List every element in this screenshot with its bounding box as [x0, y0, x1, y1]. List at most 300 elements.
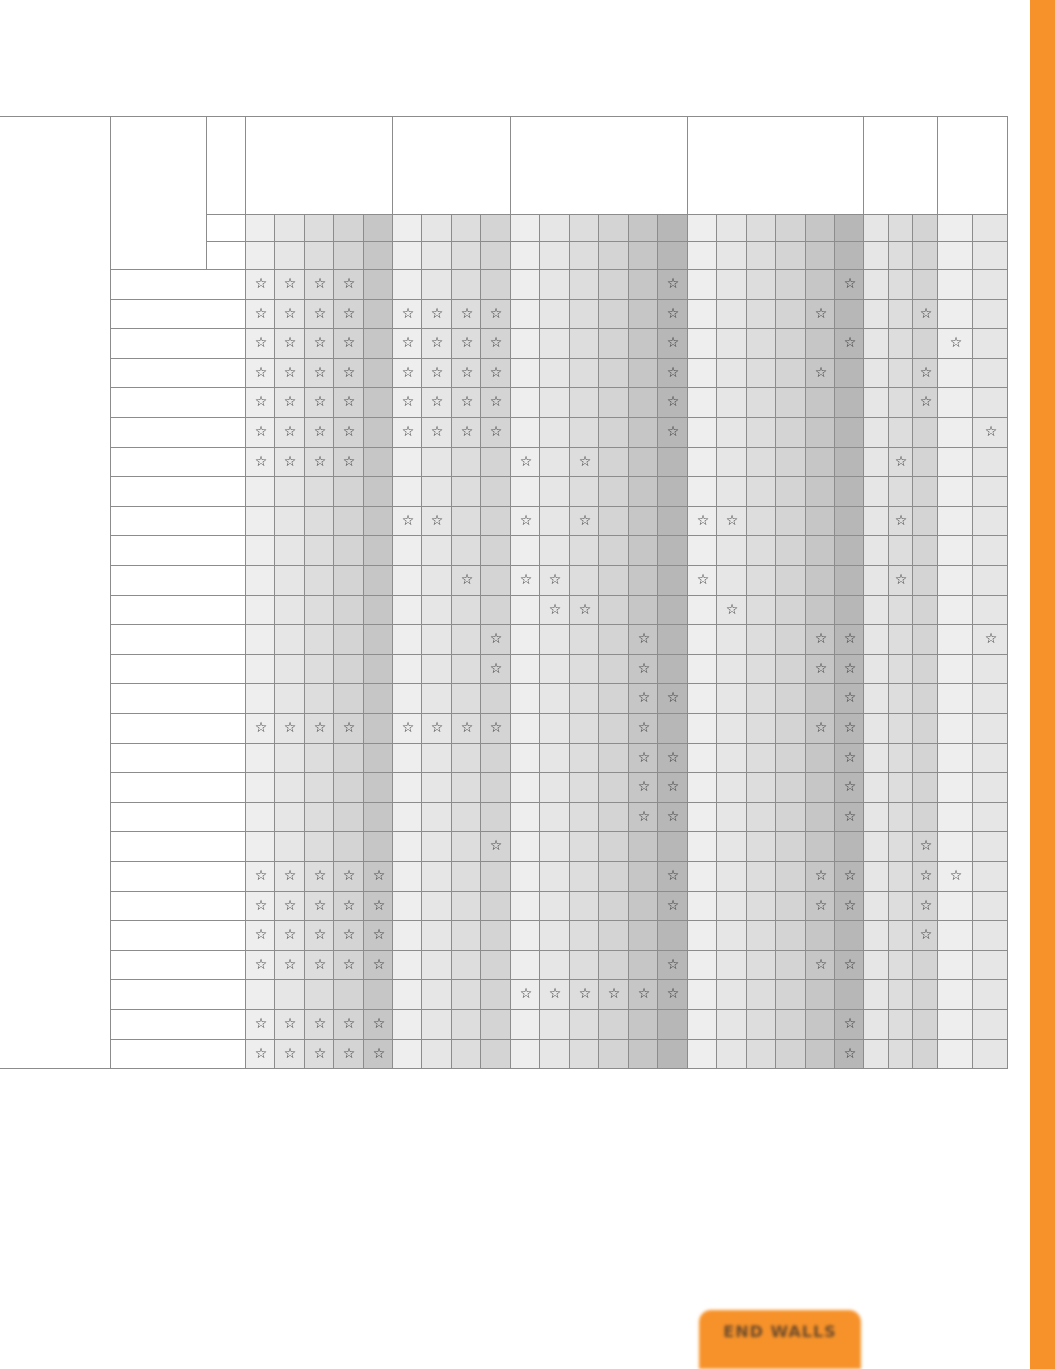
rating-cell — [570, 803, 599, 833]
rating-cell — [889, 448, 913, 478]
rating-cell — [913, 1010, 938, 1040]
rating-cell — [511, 329, 540, 359]
rating-cell — [835, 270, 864, 300]
rating-cell — [511, 803, 540, 833]
star-icon: ☆ — [843, 690, 857, 707]
rating-cell — [452, 921, 481, 951]
rating-cell — [334, 951, 364, 981]
rating-cell — [540, 418, 570, 448]
rating-cell — [511, 625, 540, 655]
column-subheader-cell — [540, 242, 570, 270]
rating-cell — [747, 507, 776, 537]
star-icon: ☆ — [254, 897, 268, 914]
row-label-cell — [111, 388, 246, 418]
column-subheader-cell — [452, 242, 481, 270]
star-icon: ☆ — [548, 572, 562, 588]
row-label-cell — [111, 448, 246, 478]
rating-cell — [938, 566, 973, 596]
rating-cell — [599, 862, 629, 892]
rating-cell — [776, 359, 806, 389]
rating-cell — [776, 418, 806, 448]
star-icon: ☆ — [666, 986, 680, 1003]
rating-cell — [889, 300, 913, 330]
rating-cell — [570, 448, 599, 478]
rating-cell — [305, 892, 334, 922]
rating-cell — [511, 1010, 540, 1040]
rating-cell — [889, 477, 913, 507]
rating-cell — [246, 684, 275, 714]
category-label-column — [0, 116, 111, 1069]
star-icon: ☆ — [372, 868, 386, 884]
rating-cell — [717, 388, 747, 418]
rating-cell — [275, 596, 305, 626]
rating-cell — [393, 625, 422, 655]
rating-cell — [305, 625, 334, 655]
rating-cell — [889, 951, 913, 981]
rating-cell — [364, 1010, 393, 1040]
rating-cell — [889, 655, 913, 685]
rating-cell — [246, 773, 275, 803]
rating-cell — [629, 477, 658, 507]
rating-cell — [393, 1040, 422, 1070]
star-icon: ☆ — [843, 631, 857, 648]
rating-cell — [599, 921, 629, 951]
rating-cell — [776, 832, 806, 862]
row-label-cell — [111, 566, 246, 596]
star-icon: ☆ — [342, 1045, 356, 1062]
column-subheader-cell — [776, 242, 806, 270]
rating-cell — [364, 714, 393, 744]
star-icon: ☆ — [666, 305, 680, 322]
rating-cell — [305, 744, 334, 774]
rating-cell — [511, 980, 540, 1010]
column-subheader-cell — [511, 242, 540, 270]
rating-cell — [452, 832, 481, 862]
rating-cell — [570, 329, 599, 359]
rating-cell — [776, 684, 806, 714]
rating-cell — [305, 448, 334, 478]
column-subheader-cell — [364, 242, 393, 270]
star-icon: ☆ — [283, 1045, 297, 1062]
rating-cell — [629, 507, 658, 537]
rating-cell — [938, 803, 973, 833]
rating-cell — [806, 714, 835, 744]
rating-cell — [570, 1010, 599, 1040]
rating-cell — [776, 862, 806, 892]
rating-cell — [973, 655, 1008, 685]
rating-cell — [806, 448, 835, 478]
star-icon: ☆ — [489, 394, 503, 411]
column-subheader-cell — [246, 242, 275, 270]
column-subheader-cell — [913, 215, 938, 242]
rating-cell — [511, 418, 540, 448]
star-icon: ☆ — [254, 868, 268, 884]
rating-cell — [481, 418, 511, 448]
rating-cell — [747, 684, 776, 714]
rating-cell — [973, 684, 1008, 714]
star-icon: ☆ — [430, 424, 444, 440]
rating-cell — [688, 418, 717, 448]
rating-cell — [717, 714, 747, 744]
column-subheader-cell — [717, 215, 747, 242]
rating-cell — [393, 951, 422, 981]
rating-cell — [806, 625, 835, 655]
rating-cell — [422, 596, 452, 626]
rating-cell — [305, 536, 334, 566]
rating-cell — [599, 951, 629, 981]
page-edge-accent-bar — [1030, 0, 1055, 1369]
rating-cell — [717, 684, 747, 714]
rating-cell — [629, 418, 658, 448]
star-icon: ☆ — [949, 335, 963, 352]
star-icon: ☆ — [430, 335, 444, 352]
rating-cell — [364, 329, 393, 359]
rating-cell — [481, 832, 511, 862]
rating-cell — [393, 862, 422, 892]
section-tab-end-walls[interactable] — [699, 1310, 861, 1369]
rating-cell — [973, 418, 1008, 448]
star-icon: ☆ — [401, 720, 415, 736]
rating-cell — [511, 359, 540, 389]
rating-cell — [422, 507, 452, 537]
rating-cell — [599, 625, 629, 655]
rating-cell — [747, 744, 776, 774]
rating-cell — [938, 329, 973, 359]
star-icon: ☆ — [666, 868, 680, 884]
star-icon: ☆ — [313, 364, 327, 381]
rating-cell — [864, 714, 889, 744]
rating-cell — [889, 507, 913, 537]
rating-cell — [599, 655, 629, 685]
rating-cell — [599, 329, 629, 359]
star-icon: ☆ — [313, 956, 327, 973]
star-icon: ☆ — [283, 335, 297, 352]
rating-cell — [275, 773, 305, 803]
rating-cell — [422, 270, 452, 300]
star-icon: ☆ — [313, 394, 327, 411]
rating-cell — [889, 773, 913, 803]
star-icon: ☆ — [313, 335, 327, 352]
rating-cell — [835, 596, 864, 626]
star-icon: ☆ — [254, 335, 268, 352]
rating-cell — [334, 477, 364, 507]
rating-cell — [747, 566, 776, 596]
rating-cell — [452, 625, 481, 655]
star-icon: ☆ — [254, 424, 268, 440]
rating-cell — [973, 1040, 1008, 1070]
rating-cell — [511, 832, 540, 862]
rating-cell — [747, 892, 776, 922]
star-icon: ☆ — [637, 808, 651, 825]
star-icon: ☆ — [843, 1016, 857, 1032]
rating-cell — [864, 980, 889, 1010]
rating-cell — [275, 980, 305, 1010]
rating-cell — [511, 388, 540, 418]
rating-cell — [364, 1040, 393, 1070]
rating-cell — [364, 744, 393, 774]
rating-cell — [246, 951, 275, 981]
rating-cell — [717, 477, 747, 507]
rating-cell — [806, 773, 835, 803]
rating-cell — [864, 270, 889, 300]
rating-cell — [776, 892, 806, 922]
rating-cell — [806, 536, 835, 566]
rating-cell — [889, 418, 913, 448]
rating-cell — [889, 596, 913, 626]
rating-cell — [540, 1040, 570, 1070]
rating-cell — [305, 862, 334, 892]
star-icon: ☆ — [814, 631, 828, 648]
rating-cell — [334, 744, 364, 774]
star-icon: ☆ — [666, 897, 680, 914]
rating-cell — [806, 684, 835, 714]
star-icon: ☆ — [283, 927, 297, 944]
rating-cell — [629, 684, 658, 714]
rating-cell — [334, 418, 364, 448]
rating-cell — [275, 388, 305, 418]
rating-cell — [973, 270, 1008, 300]
rating-cell — [393, 596, 422, 626]
star-icon: ☆ — [283, 956, 297, 973]
rating-cell — [776, 270, 806, 300]
rating-cell — [835, 507, 864, 537]
rating-cell — [422, 329, 452, 359]
row-label-cell — [111, 744, 246, 774]
rating-cell — [275, 892, 305, 922]
rating-cell — [889, 892, 913, 922]
star-icon: ☆ — [814, 720, 828, 736]
rating-cell — [246, 832, 275, 862]
rating-cell — [570, 744, 599, 774]
star-icon: ☆ — [843, 1045, 857, 1062]
rating-cell — [540, 596, 570, 626]
rating-cell — [540, 892, 570, 922]
rating-cell — [835, 359, 864, 389]
rating-cell — [776, 714, 806, 744]
row-label-cell — [111, 892, 246, 922]
rating-cell — [481, 388, 511, 418]
star-icon: ☆ — [342, 364, 356, 381]
star-icon: ☆ — [489, 364, 503, 381]
rating-cell — [864, 566, 889, 596]
rating-cell — [599, 714, 629, 744]
rating-cell — [393, 270, 422, 300]
star-icon: ☆ — [342, 453, 356, 470]
rating-cell — [717, 566, 747, 596]
rating-cell — [334, 892, 364, 922]
star-icon: ☆ — [666, 364, 680, 381]
rating-cell — [629, 329, 658, 359]
rating-cell — [889, 803, 913, 833]
rating-cell — [835, 921, 864, 951]
rating-cell — [334, 329, 364, 359]
star-icon: ☆ — [814, 897, 828, 914]
rating-cell — [540, 951, 570, 981]
rating-cell — [913, 980, 938, 1010]
star-icon: ☆ — [372, 1016, 386, 1032]
rating-cell — [889, 388, 913, 418]
star-icon: ☆ — [843, 660, 857, 677]
rating-cell — [938, 684, 973, 714]
rating-cell — [938, 655, 973, 685]
column-subheader-cell — [275, 242, 305, 270]
rating-cell — [717, 892, 747, 922]
rating-cell — [629, 803, 658, 833]
rating-cell — [599, 1040, 629, 1070]
rating-cell — [570, 892, 599, 922]
rating-cell — [393, 418, 422, 448]
rating-cell — [938, 1010, 973, 1040]
star-icon: ☆ — [254, 1016, 268, 1032]
rating-cell — [364, 921, 393, 951]
row-label-cell — [111, 625, 246, 655]
rating-cell — [305, 270, 334, 300]
rating-cell — [835, 892, 864, 922]
column-subheader-cell — [864, 242, 889, 270]
rating-cell — [973, 596, 1008, 626]
column-subheader-cell — [776, 215, 806, 242]
star-icon: ☆ — [313, 424, 327, 440]
rating-cell — [393, 536, 422, 566]
rating-cell — [540, 270, 570, 300]
rating-cell — [246, 418, 275, 448]
rating-cell — [835, 714, 864, 744]
column-subheader-cell — [688, 215, 717, 242]
rating-cell — [364, 892, 393, 922]
rating-cell — [334, 625, 364, 655]
row-label-cell — [111, 329, 246, 359]
rating-cell — [599, 684, 629, 714]
rating-cell — [629, 1040, 658, 1070]
rating-cell — [747, 448, 776, 478]
rating-cell — [305, 477, 334, 507]
rating-cell — [717, 507, 747, 537]
column-subheader-cell — [913, 242, 938, 270]
star-icon: ☆ — [342, 305, 356, 322]
rating-cell — [570, 684, 599, 714]
rating-cell — [599, 448, 629, 478]
rating-cell — [835, 1010, 864, 1040]
rating-cell — [364, 773, 393, 803]
star-icon: ☆ — [814, 956, 828, 973]
rating-cell — [334, 566, 364, 596]
column-subheader-cell — [305, 215, 334, 242]
rating-cell — [776, 980, 806, 1010]
star-icon: ☆ — [666, 749, 680, 766]
rating-cell — [452, 388, 481, 418]
rating-cell — [806, 921, 835, 951]
rating-cell — [275, 566, 305, 596]
star-icon: ☆ — [637, 720, 651, 736]
rating-cell — [393, 1010, 422, 1040]
rating-cell — [305, 359, 334, 389]
rating-cell — [305, 951, 334, 981]
rating-cell — [913, 921, 938, 951]
rating-cell — [806, 300, 835, 330]
rating-cell — [481, 951, 511, 981]
row-label-cell — [111, 507, 246, 537]
rating-cell — [938, 921, 973, 951]
rating-cell — [275, 359, 305, 389]
star-icon: ☆ — [313, 927, 327, 944]
rating-cell — [334, 803, 364, 833]
rating-cell — [835, 418, 864, 448]
star-icon: ☆ — [814, 364, 828, 381]
rating-cell — [776, 448, 806, 478]
rating-cell — [364, 418, 393, 448]
rating-cell — [305, 655, 334, 685]
rating-cell — [570, 536, 599, 566]
rating-cell — [540, 862, 570, 892]
rating-cell — [599, 388, 629, 418]
star-icon: ☆ — [313, 453, 327, 470]
rating-cell — [973, 951, 1008, 981]
rating-cell — [776, 1010, 806, 1040]
rating-cell — [481, 359, 511, 389]
rating-cell — [629, 300, 658, 330]
rating-cell — [334, 862, 364, 892]
rating-cell — [540, 300, 570, 330]
rating-cell — [393, 300, 422, 330]
rating-cell — [629, 921, 658, 951]
rating-cell — [776, 300, 806, 330]
rating-cell — [658, 270, 688, 300]
row-label-cell — [111, 684, 246, 714]
rating-cell — [452, 300, 481, 330]
rating-cell — [717, 536, 747, 566]
rating-cell — [688, 892, 717, 922]
rating-cell — [717, 655, 747, 685]
rating-cell — [334, 507, 364, 537]
rating-cell — [864, 832, 889, 862]
row-label-cell — [111, 418, 246, 448]
rating-cell — [688, 714, 717, 744]
column-subheader-cell — [973, 242, 1008, 270]
rating-cell — [629, 980, 658, 1010]
rating-cell — [973, 477, 1008, 507]
rating-cell — [688, 596, 717, 626]
star-icon: ☆ — [666, 956, 680, 973]
column-group-header — [246, 116, 393, 215]
star-icon: ☆ — [894, 512, 908, 529]
rating-cell — [747, 1040, 776, 1070]
column-subheader-cell — [393, 242, 422, 270]
column-subheader-cell — [393, 215, 422, 242]
rating-cell — [452, 329, 481, 359]
rating-cell — [364, 684, 393, 714]
column-subheader-cell — [570, 215, 599, 242]
rating-cell — [481, 536, 511, 566]
rating-cell — [305, 329, 334, 359]
star-icon: ☆ — [342, 956, 356, 973]
rating-cell — [275, 744, 305, 774]
star-icon: ☆ — [489, 720, 503, 736]
rating-cell — [599, 803, 629, 833]
rating-cell — [452, 477, 481, 507]
rating-cell — [889, 1010, 913, 1040]
row-label-cell — [111, 862, 246, 892]
rating-cell — [776, 803, 806, 833]
rating-cell — [688, 1010, 717, 1040]
star-icon: ☆ — [283, 364, 297, 381]
rating-cell — [658, 388, 688, 418]
rating-cell — [688, 300, 717, 330]
rating-cell — [629, 1010, 658, 1040]
rating-cell — [629, 714, 658, 744]
rating-cell — [938, 625, 973, 655]
rating-cell — [452, 803, 481, 833]
rating-cell — [913, 832, 938, 862]
